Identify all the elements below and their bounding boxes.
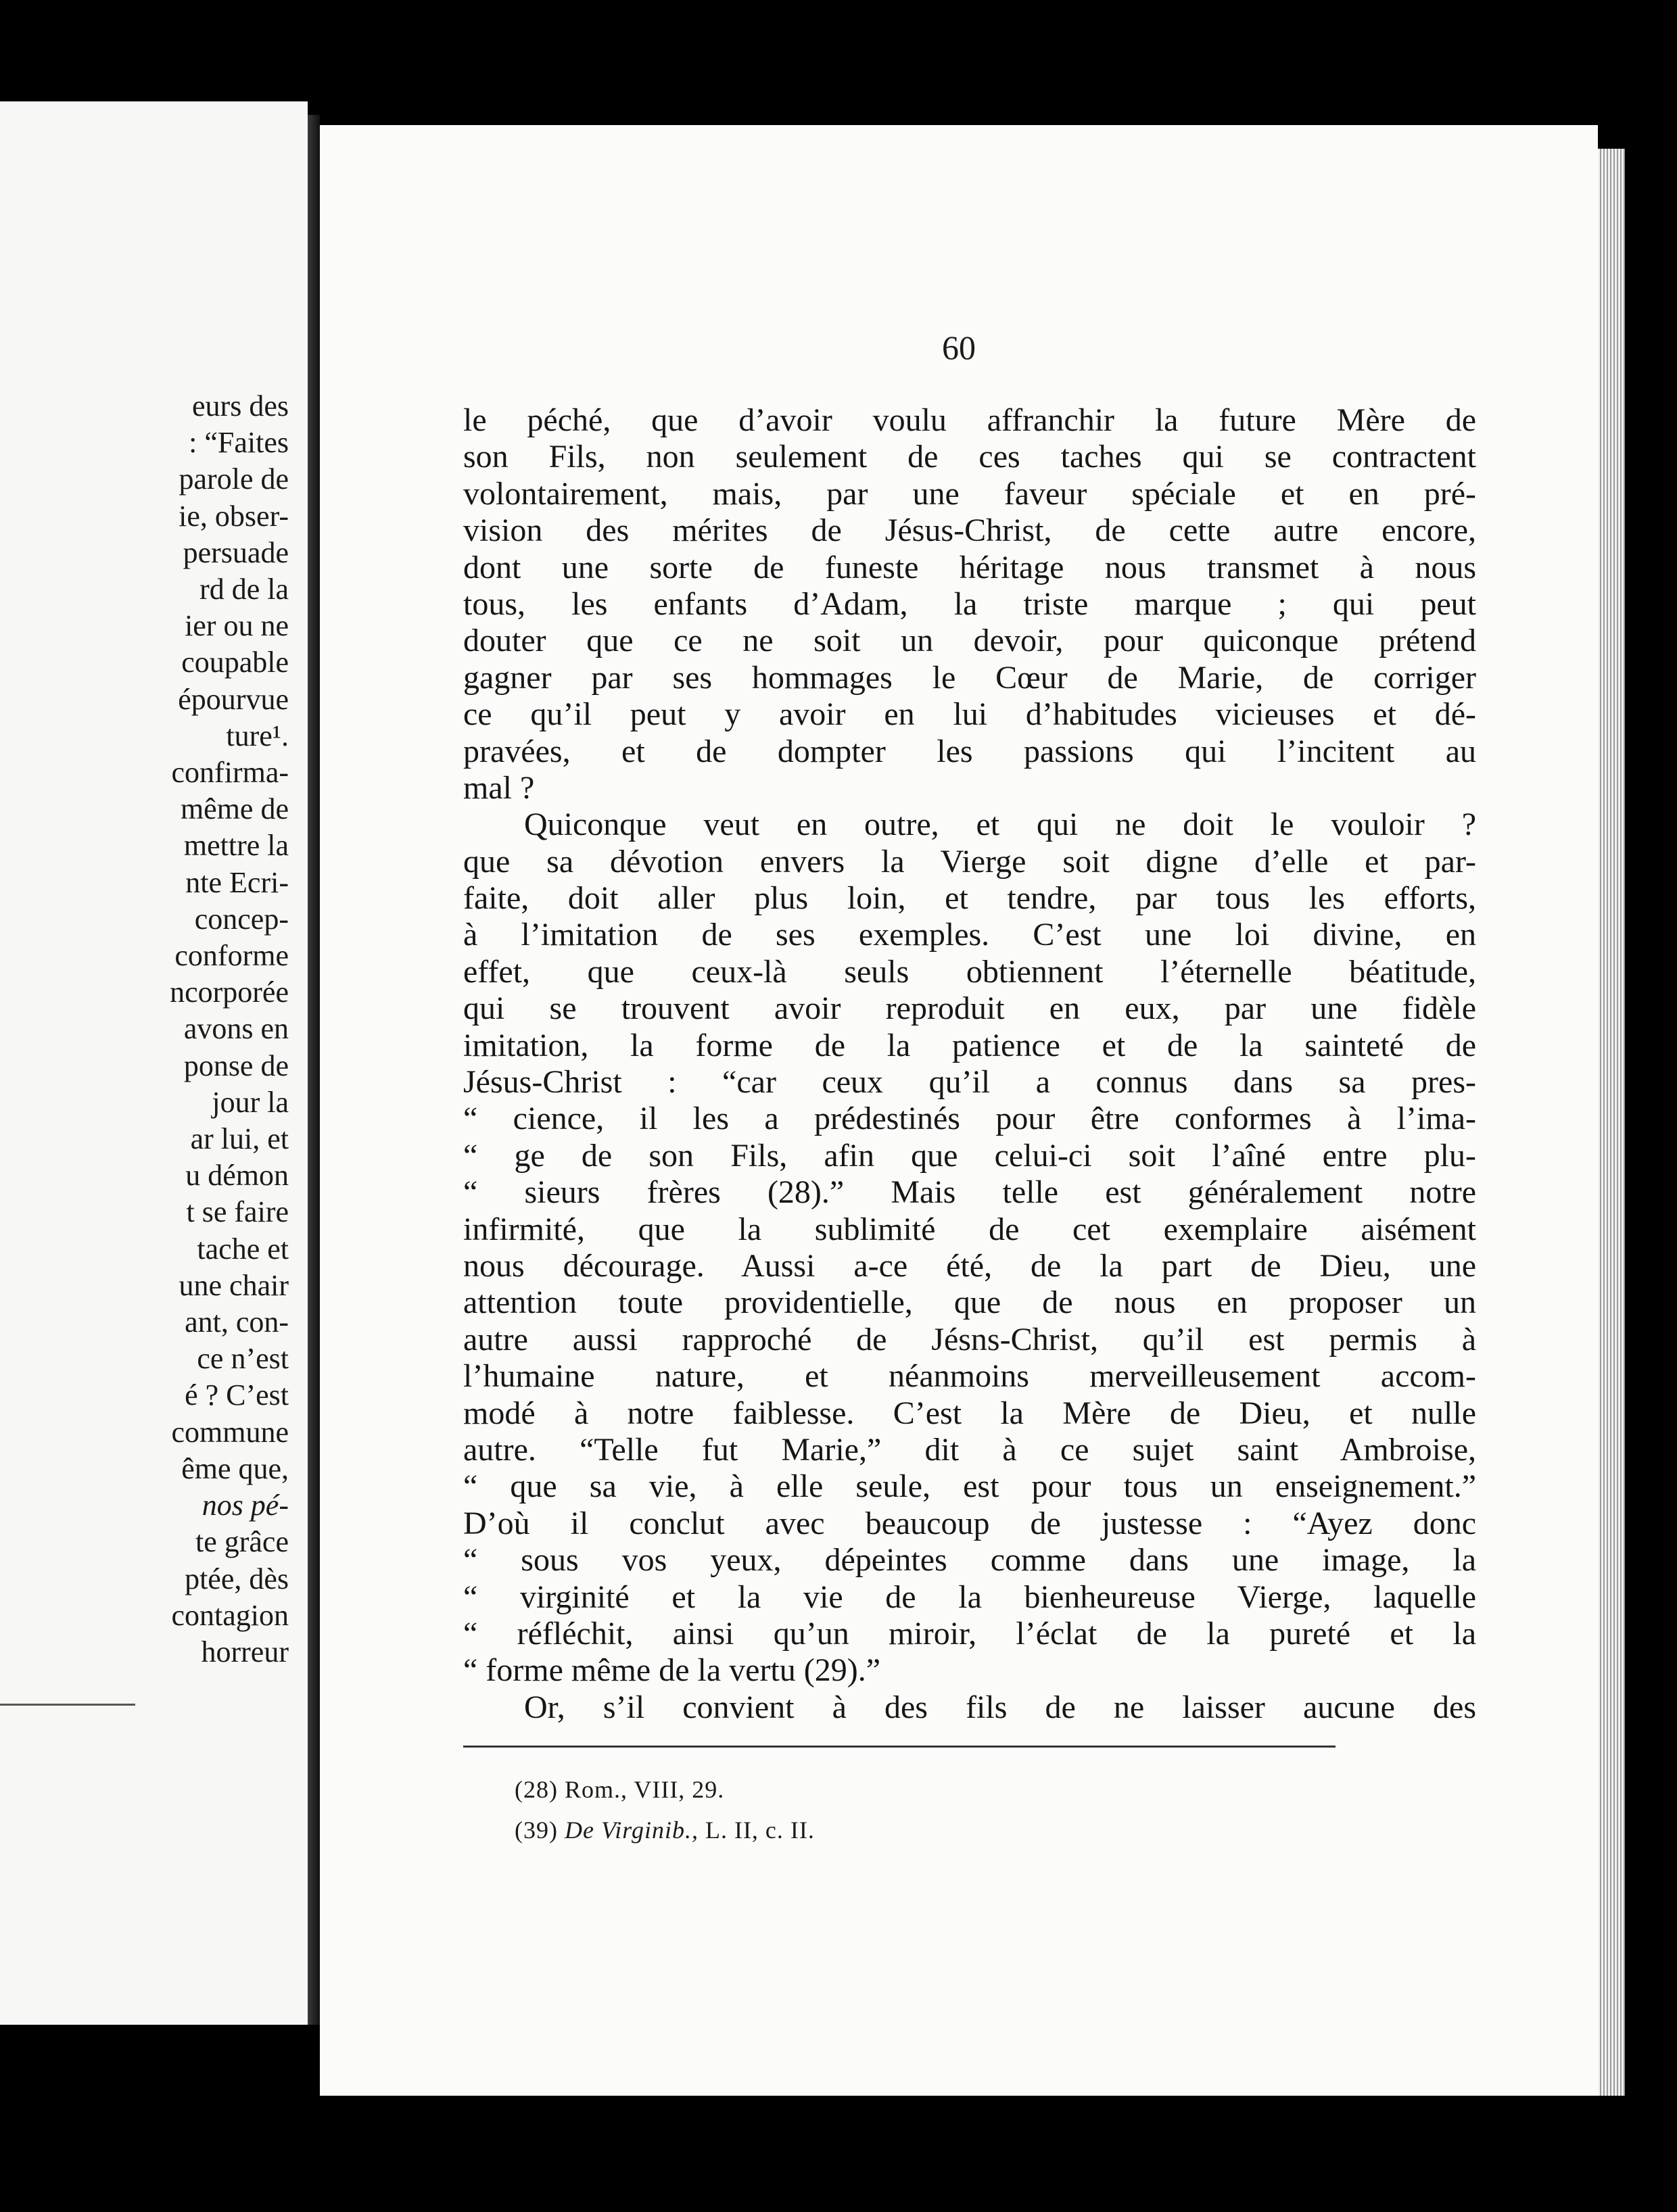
text-line: “ ge de son Fils, afin que celui-ci soit l’aîné entre plu-: [463, 1137, 1476, 1174]
text-line: le péché, que d’avoir voulu affranchir la future Mère de: [463, 402, 1476, 438]
text-line: attention toute providentielle, que de nous en proposer un: [463, 1284, 1476, 1321]
text-line: conforme: [174, 939, 289, 973]
text-line: concep-: [194, 902, 289, 936]
footnote-title: De Virginib.,: [564, 1817, 699, 1844]
text-line: infirmité, que la sublimité de cet exemplaire aisément: [463, 1211, 1476, 1247]
text-line: ce n’est: [197, 1342, 289, 1376]
text-line: jour la: [212, 1085, 289, 1119]
text-line: coupable: [181, 646, 289, 679]
text-line: une chair: [179, 1268, 289, 1302]
text-line: nte Ecri-: [185, 865, 289, 899]
text-line: mettre la: [183, 829, 289, 863]
footnote-number: (39): [515, 1817, 558, 1844]
footnote-text: L. II, c. II.: [698, 1817, 815, 1844]
text-line: Jésus-Christ : “car ceux qu’il a connus dans sa pres-: [463, 1064, 1476, 1101]
text-line: autre aussi rapproché de Jésns-Christ, qu’il est permis à: [463, 1321, 1476, 1357]
text-line: autre. “Telle fut Marie,” dit à ce sujet saint Ambroise,: [463, 1431, 1476, 1468]
text-line: te grâce: [195, 1525, 289, 1559]
text-line: dont une sorte de funeste héritage nous transmet à nous: [463, 549, 1476, 585]
text-line: douter que ce ne soit un devoir, pour quiconque prétend: [463, 623, 1476, 659]
text-line: son Fils, non seulement de ces taches qui se contractent: [463, 439, 1476, 475]
text-line: u démon: [185, 1159, 289, 1193]
text-line: faite, doit aller plus loin, et tendre, par tous les efforts,: [463, 880, 1476, 917]
text-line: commune: [171, 1415, 289, 1449]
text-line: mal ?: [463, 769, 535, 806]
text-line: vision des mérites de Jésus-Christ, de cette autre encore,: [463, 512, 1476, 549]
text-line: modé à notre faiblesse. C’est la Mère de Dieu, et nulle: [463, 1395, 1476, 1431]
footnote-rule: [463, 1746, 1336, 1748]
footnote-number: (28): [515, 1776, 558, 1803]
book-gutter: [308, 115, 320, 2025]
text-line: ier ou ne: [185, 609, 289, 643]
text-line: à l’imitation de ses exemples. C’est une loi divine, en: [463, 917, 1476, 953]
text-line: Quiconque veut en outre, et qui ne doit le vouloir ?: [524, 807, 1476, 843]
text-line: gagner par ses hommages le Cœur de Marie, de corriger: [463, 659, 1476, 696]
text-line: : “Faites: [189, 426, 289, 460]
text-line: même de: [180, 792, 289, 826]
text-line: ptée, dès: [185, 1562, 289, 1595]
text-line: horreur: [201, 1635, 289, 1668]
footnote: [515, 1810, 815, 1850]
text-line: “ virginité et la vie de la bienheureuse Vierge, laquelle: [463, 1579, 1476, 1615]
text-line: ar lui, et: [190, 1122, 289, 1156]
left-page-text: [0, 388, 289, 1670]
page-number: 60: [942, 329, 976, 366]
text-line: avons en: [183, 1012, 289, 1046]
text-line: tous, les enfants d’Adam, la triste marque ; qui peut: [463, 585, 1476, 622]
text-line: pravées, et de dompter les passions qui l’incitent au: [463, 733, 1476, 769]
text-line: tache et: [197, 1232, 289, 1266]
text-line: eurs des: [192, 389, 289, 423]
text-line: que sa dévotion envers la Vierge soit digne d’elle et par-: [463, 843, 1476, 880]
text-line: contagion: [171, 1598, 289, 1632]
text-line: “ réfléchit, ainsi qu’un miroir, l’éclat de la pureté et la: [463, 1615, 1476, 1652]
text-line: “ que sa vie, à elle seule, est pour tous un enseignement.”: [463, 1468, 1476, 1505]
footnote-text: Rom., VIII, 29.: [564, 1776, 725, 1803]
text-line: confirma-: [171, 756, 289, 790]
text-line: ie, obser-: [179, 499, 289, 533]
text-line: persuade: [183, 535, 289, 569]
text-line: “ sieurs frères (28).” Mais telle est généralement notre: [463, 1174, 1476, 1211]
right-page: [320, 125, 1598, 2096]
left-page-rule: [0, 1704, 135, 1706]
text-line: effet, que ceux-là seuls obtiennent l’éternelle béatitude,: [463, 953, 1476, 990]
text-line: nos pé-: [202, 1489, 289, 1522]
left-facing-page: [0, 101, 308, 2025]
text-line: ême que,: [181, 1451, 289, 1485]
text-line: parole de: [179, 462, 289, 496]
text-line: qui se trouvent avoir reproduit en eux, par une fidèle: [463, 990, 1476, 1027]
text-line: ant, con-: [185, 1305, 289, 1339]
text-line: l’humaine nature, et néanmoins merveilleusement accom-: [463, 1358, 1476, 1395]
text-line: “ cience, il les a prédestinés pour être conformes à l’ima-: [463, 1101, 1476, 1137]
footnotes: [515, 1769, 815, 1850]
text-line: imitation, la forme de la patience et de la sainteté de: [463, 1027, 1476, 1063]
text-line: D’où il conclut avec beaucoup de justesse : “Ayez donc: [463, 1505, 1476, 1541]
footnote: [515, 1769, 815, 1810]
text-line: “ sous vos yeux, dépeintes comme dans une image, la: [463, 1542, 1476, 1579]
page-edges: [1598, 149, 1625, 2096]
text-line: ncorporée: [170, 976, 289, 1009]
body-text: [463, 402, 1476, 1726]
text-line: épourvue: [178, 682, 289, 716]
text-line: ce qu’il peut y avoir en lui d’habitudes vicieuses et dé-: [463, 696, 1476, 733]
text-line: nous décourage. Aussi a-ce été, de la part de Dieu, une: [463, 1247, 1476, 1284]
text-line: t se faire: [186, 1195, 289, 1229]
text-line: volontairement, mais, par une faveur spéciale et en pré-: [463, 475, 1476, 512]
text-line: é ? C’est: [185, 1378, 289, 1412]
text-line: rd de la: [199, 573, 289, 606]
text-line: “ forme même de la vertu (29).”: [463, 1652, 881, 1689]
text-line: ture¹.: [226, 719, 289, 752]
text-line: ponse de: [183, 1049, 289, 1082]
text-line: Or, s’il convient à des fils de ne laisser aucune des: [524, 1689, 1476, 1725]
